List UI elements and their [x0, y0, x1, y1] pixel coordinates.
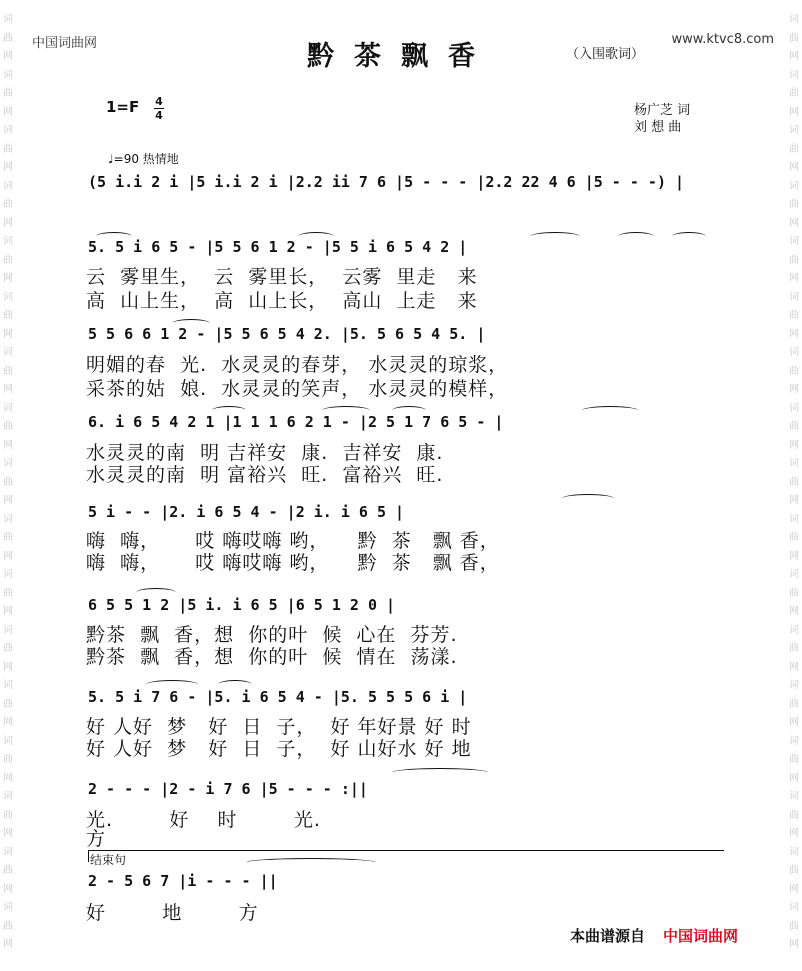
slur	[672, 232, 706, 241]
watermark-char: 词	[789, 180, 799, 192]
row-2-notes: 5 5 6 6 1 2 - |5 5 6 5 4 2. |5. 5 6 5 4 5. |	[88, 325, 486, 343]
watermark-char: 曲	[3, 421, 13, 432]
row-3-lyric-1: 水灵灵的南 明 吉祥安 康. 吉祥安 康.	[86, 442, 444, 464]
watermark-char: 曲	[789, 254, 799, 266]
composer: 刘 想 曲	[634, 120, 682, 135]
watermark-char: 词	[789, 14, 799, 25]
slur	[246, 858, 376, 867]
watermark-char: 网	[789, 550, 799, 562]
watermark-left	[0, 0, 16, 971]
watermark-char: 曲	[789, 643, 799, 654]
row-2-lyric-2: 采茶的姑 娘. 水灵灵的笑声， 水灵灵的模样，	[86, 378, 509, 400]
watermark-right	[786, 0, 802, 971]
watermark-char: 网	[3, 606, 13, 617]
watermark-char: 网	[789, 217, 799, 229]
row-2-lyric-1: 明媚的春 光. 水灵灵的春芽， 水灵灵的琼浆，	[86, 354, 509, 376]
watermark-char: 词	[789, 513, 799, 525]
watermark-char: 网	[3, 717, 13, 728]
watermark-char: 词	[3, 680, 13, 691]
watermark-char: 曲	[789, 809, 799, 821]
watermark-char: 曲	[789, 865, 799, 876]
watermark-char: 网	[789, 939, 799, 950]
slur	[146, 680, 198, 689]
row-1-notes: 5. 5 i 6 5 - |5 5 6 1 2 - |5 5 i 6 5 4 2 |	[88, 238, 468, 256]
row-3-notes: 6. i 6 5 4 2 1 |1 1 1 6 2 1 - |2 5 1 7 6 5 - |	[88, 413, 504, 431]
row-7-notes: 2 - - - |2 - i 7 6 |5 - - - :||	[88, 780, 368, 798]
watermark-char: 曲	[789, 587, 799, 599]
watermark-char: 词	[3, 69, 13, 81]
watermark-char: 词	[789, 291, 799, 303]
watermark-char: 曲	[789, 143, 799, 155]
coda-notes: 2 - 5 6 7 |i - - - ||	[88, 872, 278, 890]
footer-source-label: 本曲谱源自	[570, 927, 646, 945]
row-1-lyric-1: 云 雾里生， 云 雾里长， 云雾 里走 来	[86, 266, 478, 288]
watermark-char: 曲	[3, 920, 13, 932]
watermark-char: 网	[3, 883, 13, 895]
footer-brand[interactable]: 中国词曲网	[663, 927, 739, 945]
watermark-char: 曲	[789, 32, 799, 44]
watermark-char: 网	[789, 606, 799, 617]
watermark-char: 词	[3, 236, 13, 247]
watermark-char: 网	[789, 883, 799, 895]
watermark-char: 词	[3, 569, 13, 580]
watermark-char: 网	[789, 106, 799, 118]
watermark-char: 曲	[3, 143, 13, 155]
watermark-char: 网	[3, 828, 13, 839]
watermark-char: 网	[789, 273, 799, 284]
watermark-char: 网	[3, 217, 13, 229]
row-6-lyric-1: 好 人好 梦 好 日 子， 好 年好景 好 时	[86, 716, 472, 738]
watermark-char: 曲	[3, 199, 13, 210]
watermark-char: 词	[789, 69, 799, 81]
row-6-lyric-2: 好 人好 梦 好 日 子， 好 山好水 好 地	[86, 738, 472, 760]
watermark-char: 曲	[789, 920, 799, 932]
watermark-char: 网	[3, 550, 13, 562]
coda-lyric: 好 地 方	[86, 902, 259, 924]
watermark-char: 词	[3, 846, 13, 858]
slur	[212, 406, 246, 415]
watermark-char: 网	[3, 328, 13, 340]
coda-bracket-line	[88, 850, 724, 851]
row-4-notes: 5 i - - |2. i 6 5 4 - |2 i. i 6 5 |	[88, 503, 405, 521]
watermark-char: 词	[3, 791, 13, 802]
intro-notes: (5 i.i 2 i |5 i.i 2 i |2.2 ii 7 6 |5 - - - |2.2 22 4 6 |5 - - -) |	[88, 173, 685, 191]
slur	[136, 588, 176, 597]
watermark-char: 词	[3, 624, 13, 636]
slur	[218, 680, 252, 689]
watermark-char: 词	[789, 347, 799, 358]
watermark-char: 曲	[3, 476, 13, 488]
watermark-char: 曲	[789, 476, 799, 488]
watermark-char: 曲	[3, 32, 13, 44]
watermark-char: 曲	[789, 421, 799, 432]
watermark-char: 词	[789, 791, 799, 802]
watermark-char: 曲	[3, 532, 13, 543]
watermark-char: 曲	[789, 365, 799, 377]
watermark-char: 词	[3, 125, 13, 136]
watermark-char: 网	[3, 51, 13, 62]
watermark-char: 曲	[789, 532, 799, 543]
slur	[172, 319, 210, 328]
watermark-char: 词	[3, 180, 13, 192]
watermark-char: 词	[789, 236, 799, 247]
row-5-lyric-2: 黔茶 飘 香，想 你的叶 候 情在 荡漾.	[86, 646, 458, 668]
watermark-char: 网	[3, 772, 13, 784]
watermark-char: 曲	[3, 865, 13, 876]
slur	[392, 768, 488, 777]
song-subtitle: （入围歌词）	[566, 47, 645, 62]
watermark-char: 词	[3, 14, 13, 25]
watermark-char: 网	[3, 661, 13, 673]
time-numerator: 4	[155, 95, 163, 108]
slur	[96, 232, 132, 241]
time-denominator: 4	[155, 109, 163, 122]
watermark-char: 词	[789, 624, 799, 636]
watermark-char: 曲	[789, 310, 799, 321]
song-title: 黔茶飘香	[307, 41, 495, 72]
watermark-char: 曲	[3, 88, 13, 99]
slur	[618, 232, 654, 241]
row-3-lyric-2: 水灵灵的南 明 富裕兴 旺. 富裕兴 旺.	[86, 464, 444, 486]
watermark-char: 网	[789, 828, 799, 839]
row-7-lyric-1: 光. 好 时 光.	[86, 809, 321, 831]
watermark-char: 词	[3, 402, 13, 414]
watermark-char: 网	[3, 273, 13, 284]
watermark-char: 网	[3, 106, 13, 118]
watermark-char: 网	[789, 439, 799, 451]
footer-source	[570, 925, 738, 946]
row-5-lyric-1: 黔茶 飘 香，想 你的叶 候 心在 芬芳.	[86, 624, 458, 646]
watermark-char: 网	[789, 661, 799, 673]
row-6-notes: 5. 5 i 7 6 - |5. i 6 5 4 - |5. 5 5 5 6 i |	[88, 688, 468, 706]
slur	[530, 232, 580, 241]
watermark-char: 词	[789, 902, 799, 913]
slur	[298, 232, 334, 241]
credits	[634, 102, 690, 136]
watermark-char: 曲	[3, 754, 13, 765]
watermark-char: 词	[3, 902, 13, 913]
row-1-lyric-2: 高 山上生， 高 山上长， 高山 上走 来	[86, 290, 478, 312]
watermark-char: 词	[789, 569, 799, 580]
watermark-char: 网	[789, 717, 799, 728]
watermark-char: 网	[789, 772, 799, 784]
slur	[582, 406, 638, 415]
row-4-lyric-2: 嗨 嗨， 哎 嗨哎嗨 哟， 黔 茶 飘 香，	[86, 552, 500, 574]
watermark-char: 词	[3, 291, 13, 303]
row-5-notes: 6 5 5 1 2 |5 i. i 6 5 |6 5 1 2 0 |	[88, 596, 396, 614]
watermark-char: 词	[789, 680, 799, 691]
watermark-char: 曲	[3, 365, 13, 377]
watermark-char: 词	[3, 458, 13, 469]
row-4-lyric-1: 嗨 嗨， 哎 嗨哎嗨 哟， 黔 茶 飘 香，	[86, 530, 500, 552]
watermark-char: 曲	[3, 643, 13, 654]
watermark-char: 曲	[789, 199, 799, 210]
watermark-char: 词	[789, 125, 799, 136]
watermark-char: 网	[789, 495, 799, 506]
watermark-char: 网	[789, 384, 799, 395]
watermark-char: 网	[3, 162, 13, 173]
watermark-char: 词	[789, 846, 799, 858]
tempo-marking: ♩=90 热情地	[108, 152, 179, 166]
watermark-char: 词	[3, 735, 13, 747]
watermark-char: 网	[3, 439, 13, 451]
watermark-char: 曲	[3, 587, 13, 599]
watermark-char: 网	[789, 328, 799, 340]
time-signature	[154, 96, 164, 121]
watermark-char: 曲	[3, 809, 13, 821]
site-url[interactable]: www.ktvc8.com	[671, 32, 774, 47]
watermark-char: 词	[789, 735, 799, 747]
slur	[392, 406, 426, 415]
watermark-char: 网	[789, 51, 799, 62]
coda-label: 结束句	[90, 853, 127, 867]
slur	[322, 406, 370, 415]
row-7-lyric-2: 方	[86, 828, 107, 850]
watermark-char: 网	[3, 939, 13, 950]
watermark-char: 网	[3, 384, 13, 395]
watermark-char: 曲	[789, 754, 799, 765]
watermark-char: 词	[3, 347, 13, 358]
watermark-char: 曲	[789, 698, 799, 710]
watermark-char: 词	[789, 458, 799, 469]
lyricist: 杨广芝 词	[634, 103, 691, 118]
watermark-char: 网	[3, 495, 13, 506]
watermark-char: 曲	[3, 254, 13, 266]
watermark-char: 词	[3, 513, 13, 525]
watermark-char: 词	[789, 402, 799, 414]
watermark-char: 曲	[789, 88, 799, 99]
site-name-left: 中国词曲网	[32, 36, 98, 51]
slur	[562, 494, 614, 503]
coda-bracket-hook	[88, 850, 89, 862]
key-signature: 1=F	[106, 98, 140, 116]
watermark-char: 曲	[3, 310, 13, 321]
watermark-char: 曲	[3, 698, 13, 710]
watermark-char: 网	[789, 162, 799, 173]
